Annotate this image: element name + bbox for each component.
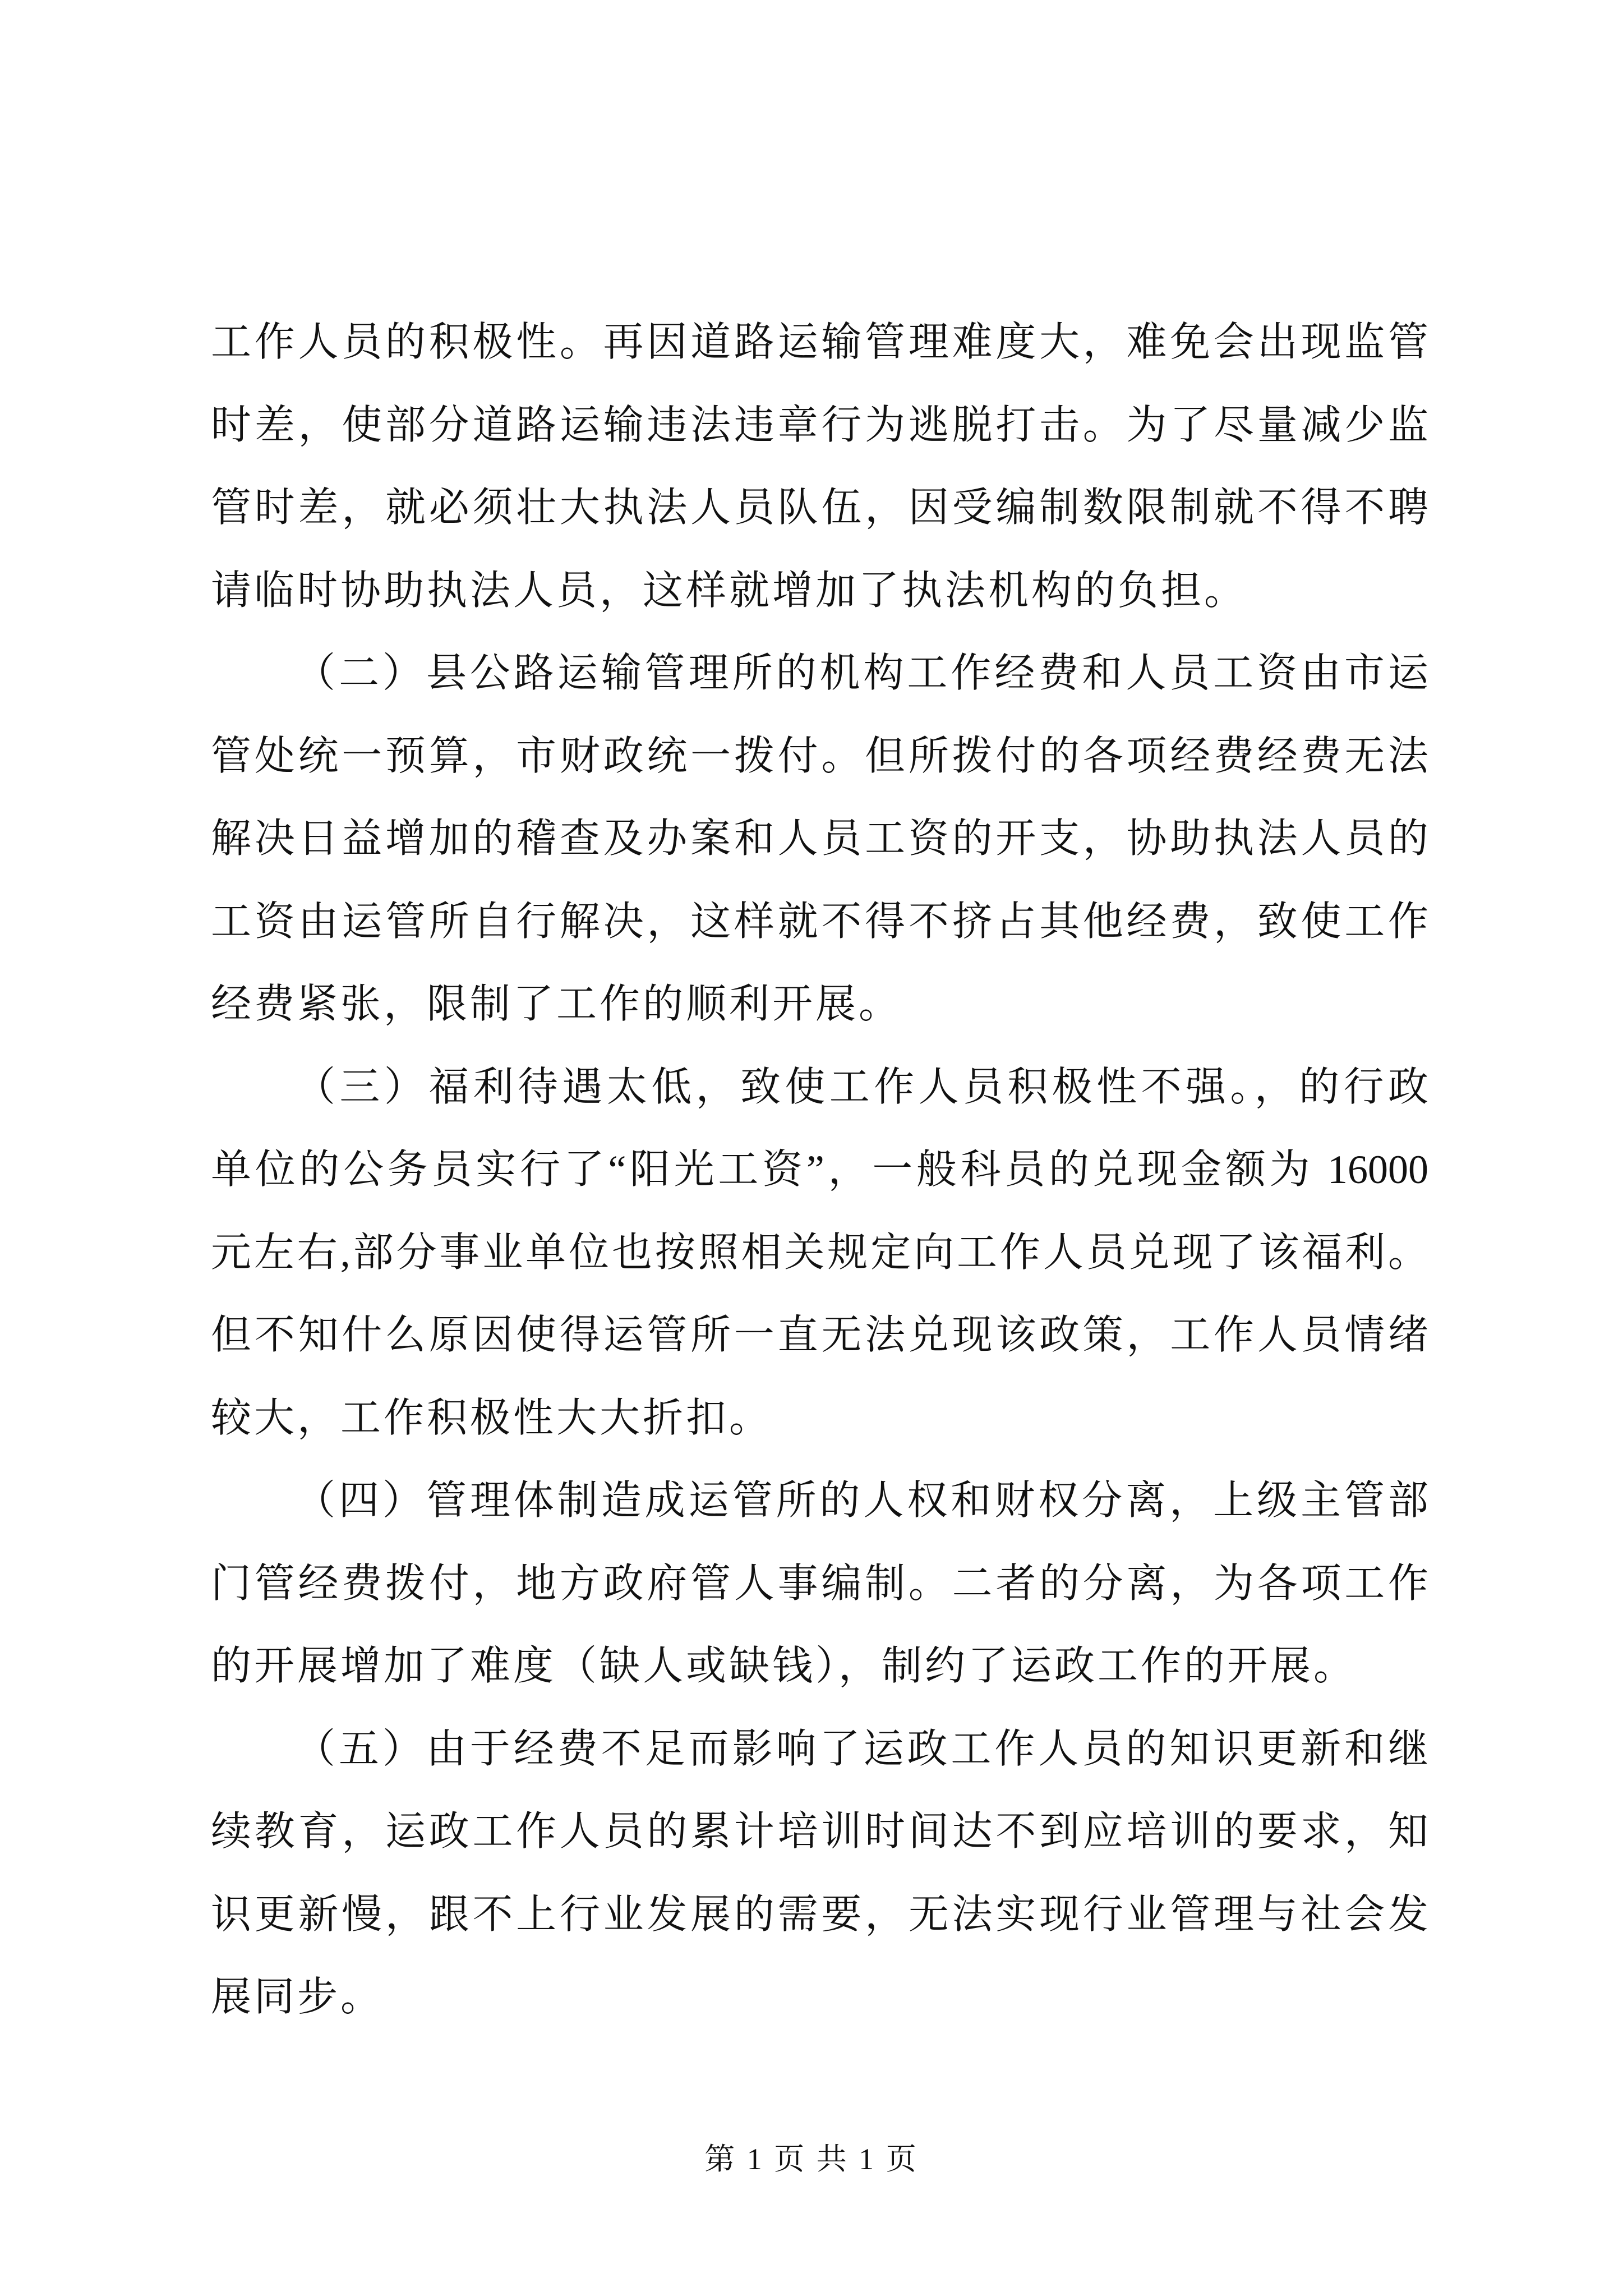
paragraph-4 bbox=[211, 1460, 1428, 1708]
text-line: 工资由运管所自行解决，这样就不得不挤占其他经费，致使工作 bbox=[211, 899, 1428, 944]
document-body bbox=[211, 301, 1428, 2039]
text-line: 时差，使部分道路运输违法违章行为逃脱打击。为了尽量减少监 bbox=[211, 402, 1428, 448]
page-footer bbox=[0, 2138, 1623, 2180]
text-line: （五）由于经费不足而影响了运政工作人员的知识更新和继 bbox=[295, 1726, 1428, 1772]
paragraph-3 bbox=[211, 1046, 1428, 1460]
text-line: 的开展增加了难度（缺人或缺钱），制约了运政工作的开展。 bbox=[211, 1644, 1357, 1688]
text-line: （二）县公路运输管理所的机构工作经费和人员工资由市运 bbox=[295, 651, 1428, 696]
paragraph-5 bbox=[211, 1708, 1428, 2039]
text-line: 门管经费拨付，地方政府管人事编制。二者的分离，为各项工作 bbox=[211, 1561, 1428, 1606]
text-line: 管时差，就必须壮大执法人员队伍，因受编制数限制就不得不聘 bbox=[211, 485, 1428, 530]
text-line: 请临时协助执法人员，这样就增加了执法机构的负担。 bbox=[211, 568, 1248, 613]
text-line: 单位的公务员实行了“阳光工资”，一般科员的兑现金额为 16000 bbox=[211, 1147, 1428, 1192]
text-line: 展同步。 bbox=[211, 1975, 384, 2019]
text-line: 续教育，运政工作人员的累计培训时间达不到应培训的要求，知 bbox=[211, 1809, 1428, 1854]
text-line: 元左右,部分事业单位也按照相关规定向工作人员兑现了该福利。 bbox=[211, 1230, 1428, 1275]
text-line: （三）福利待遇太低，致使工作人员积极性不强。，的行政 bbox=[295, 1064, 1428, 1110]
text-line: 但不知什么原因使得运管所一直无法兑现该政策，工作人员情绪 bbox=[211, 1313, 1428, 1358]
text-line: 经费紧张，限制了工作的顺利开展。 bbox=[211, 982, 902, 1027]
text-line: 工作人员的积极性。再因道路运输管理难度大，难免会出现监管 bbox=[211, 320, 1428, 365]
page-number-label: 第 1 页 共 1 页 bbox=[704, 2142, 919, 2176]
text-line: 解决日益增加的稽查及办案和人员工资的开支，协助执法人员的 bbox=[211, 816, 1428, 861]
text-line: 较大，工作积极性大大折扣。 bbox=[211, 1395, 773, 1441]
paragraph-2 bbox=[211, 632, 1428, 1046]
text-line: （四）管理体制造成运管所的人权和财权分离，上级主管部 bbox=[295, 1478, 1428, 1523]
text-line: 管处统一预算，市财政统一拨付。但所拨付的各项经费经费无法 bbox=[211, 733, 1428, 779]
paragraph-1 bbox=[211, 301, 1428, 632]
text-line: 识更新慢，跟不上行业发展的需要，无法实现行业管理与社会发 bbox=[211, 1892, 1428, 1937]
